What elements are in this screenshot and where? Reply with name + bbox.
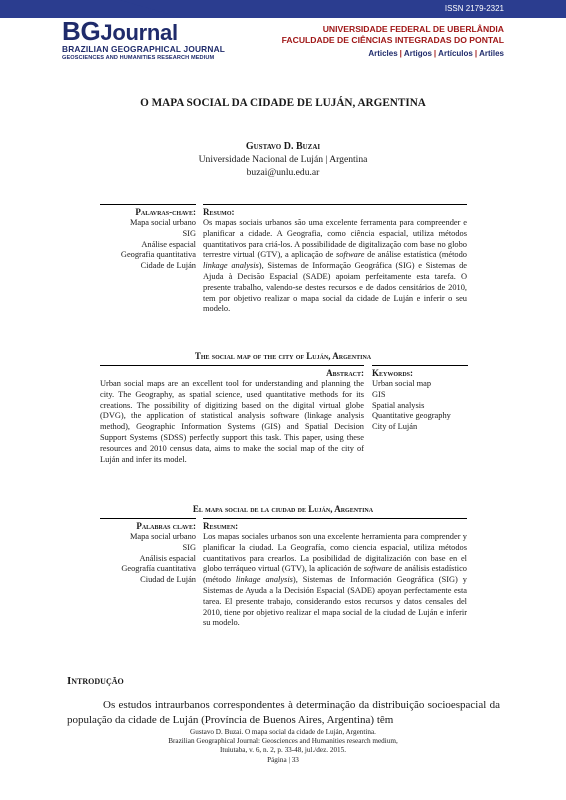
en-abstract-heading: Abstract: bbox=[326, 368, 364, 378]
author-block bbox=[0, 140, 566, 179]
divider bbox=[100, 204, 196, 205]
page-footer bbox=[0, 728, 566, 765]
pt-abstract-text: Os mapas sociais urbanos são uma excelente ferramenta para compreender e planificar a cidade. A Geografia, como ciência espacial, utiliza métodos quantitativos para criá-los. A possibilidade de digitalização com base no globo terrestre virtual (GTV), a aplicação de software de análise estatística (método linkage analysis), Sistemas de Informação Geográfica (SIG) e Sistemas de Ajuda à Decisão Espacial (SADE) apoiam perfeitamente esta tarefa. O presente trabalho, valendo-se destes recursos e de dados censitários de 2010, tem por objetivo realizar o mapa social da cidade de Luján e inferir o seu modelo. bbox=[203, 218, 467, 314]
keyword-item: Cidade de Luján bbox=[140, 261, 196, 271]
faculty-name: FACULDADE DE CIÊNCIAS INTEGRADAS DO PONTAL bbox=[281, 35, 504, 45]
pt-keywords-heading: Palavras-chave: bbox=[135, 207, 196, 217]
footer-journal: Brazilian Geographical Journal: Geosciences and Humanities research medium, bbox=[168, 737, 398, 746]
page-number: Página | 33 bbox=[267, 755, 299, 764]
es-keywords bbox=[100, 520, 196, 586]
link-articles[interactable]: Articles bbox=[368, 49, 398, 58]
es-abstract-text: Los mapas sociales urbanos son una excelente herramienta para comprender y planificar la ciudad. La Geografía, como ciencia espacial, utiliza métodos cuantitativos para crearlos. La posibilidad de digitalización con base en el globo terráqueo virtual (GTV), la aplicación de software de análisis estadístico (método linkage analysis), Sistemas de Información Geográfica (SIG) y Sistemas de Ayuda a la Decisión Espacial (SADE) apoyan perfectamente esta tarea. El presente trabajo, considerando estos recursos y datos censales del 2010, tiene por objetivo realizar el mapa social de la ciudad de Luján e inferir su modelo. bbox=[203, 532, 467, 628]
journal-logo bbox=[62, 16, 252, 62]
issn: ISSN 2179-2321 bbox=[444, 4, 504, 13]
divider bbox=[100, 365, 364, 366]
en-keywords-heading: Keywords: bbox=[372, 368, 414, 378]
en-abstract-text: Urban social maps are an excellent tool for understanding and planning the city. The Geography, as spatial science, used quantitative methods for its creations. The possibility of digitizing based on the digital virtual globe (DVG), the application of statistical analysis software (linkage analysis method), Geographic Information Systems (GIS) and Spatial Decision Support Systems (SDSS) perfectly support this task. This paper, using these resources and 2010 census data, aims to make the social map of the city of Luján and infer its model. bbox=[100, 379, 364, 464]
footer-citation: Gustavo D. Buzai. O mapa social da cidade de Luján, Argentina. bbox=[190, 728, 376, 736]
es-abstract bbox=[203, 520, 467, 629]
intro-paragraph: Os estudos intraurbanos correspondentes à determinação da distribuição socioespacial da população da cidade de Luján (Província de Buenos Aires, Argentina) têm bbox=[67, 699, 500, 726]
keyword-item: Spatial analysis bbox=[372, 400, 425, 410]
divider bbox=[203, 518, 467, 519]
es-abstract-heading: Resumen: bbox=[203, 521, 239, 531]
keyword-item: Mapa social urbano bbox=[129, 532, 196, 541]
article-type-links: Articles | Artigos | Artículos | Artiles bbox=[368, 49, 504, 58]
keyword-item: Geografía cuantitativa bbox=[121, 564, 196, 574]
keyword-item: City of Luján bbox=[372, 422, 418, 432]
logo-tagline: GEOSCIENCES AND HUMANITIES RESEARCH MEDIUM bbox=[62, 55, 215, 61]
keyword-item: Mapa social urbano bbox=[129, 218, 196, 227]
pt-abstract bbox=[203, 206, 467, 315]
en-section-title: The social map of the city of Luján, Argentina bbox=[194, 351, 372, 361]
link-artigos[interactable]: Artigos bbox=[403, 49, 432, 58]
article-title: O MAPA SOCIAL DA CIDADE DE LUJÁN, ARGENTINA bbox=[140, 97, 426, 109]
logo-title-word: Journal bbox=[100, 20, 178, 45]
divider bbox=[203, 204, 467, 205]
pt-abstract-heading: Resumo: bbox=[203, 207, 235, 217]
keyword-item: Ciudad de Luján bbox=[140, 575, 196, 585]
logo-title bbox=[62, 16, 252, 46]
author-affiliation: Universidade Nacional de Luján | Argentina bbox=[198, 154, 368, 165]
link-articulos[interactable]: Artículos bbox=[438, 49, 473, 58]
institution-block bbox=[282, 24, 504, 60]
en-keywords bbox=[372, 367, 468, 433]
author-name: Gustavo D. Buzai bbox=[245, 141, 321, 152]
keyword-item: GIS bbox=[372, 389, 386, 399]
keyword-item: SIG bbox=[182, 228, 196, 238]
keyword-item: Análise espacial bbox=[141, 239, 196, 249]
en-abstract bbox=[100, 367, 364, 465]
keyword-item: Quantitative geography bbox=[372, 411, 451, 421]
pt-keywords bbox=[100, 206, 196, 272]
link-artiles[interactable]: Artiles bbox=[479, 49, 504, 58]
journal-header bbox=[0, 0, 566, 80]
keyword-item: Urban social map bbox=[372, 379, 432, 388]
keyword-item: Análisis espacial bbox=[139, 553, 196, 563]
intro-heading: Introdução bbox=[67, 675, 124, 687]
university-name: UNIVERSIDADE FEDERAL DE UBERLÂNDIA bbox=[322, 24, 504, 34]
divider bbox=[372, 365, 468, 366]
author-email[interactable]: buzai@unlu.edu.ar bbox=[246, 167, 320, 178]
keyword-item: SIG bbox=[182, 542, 196, 552]
logo-title-initials: BG bbox=[62, 16, 101, 46]
divider bbox=[100, 518, 196, 519]
keyword-item: Geografia quantitativa bbox=[120, 250, 196, 260]
es-keywords-heading: Palabras clave: bbox=[136, 521, 196, 531]
es-section-title: El mapa social de la ciudad de Luján, Argentina bbox=[192, 504, 374, 514]
logo-subtitle: BRAZILIAN GEOGRAPHICAL JOURNAL bbox=[62, 44, 226, 54]
footer-volume: Ituiutaba, v. 6, n. 2, p. 33-48, jul./dez. 2015. bbox=[219, 746, 347, 755]
